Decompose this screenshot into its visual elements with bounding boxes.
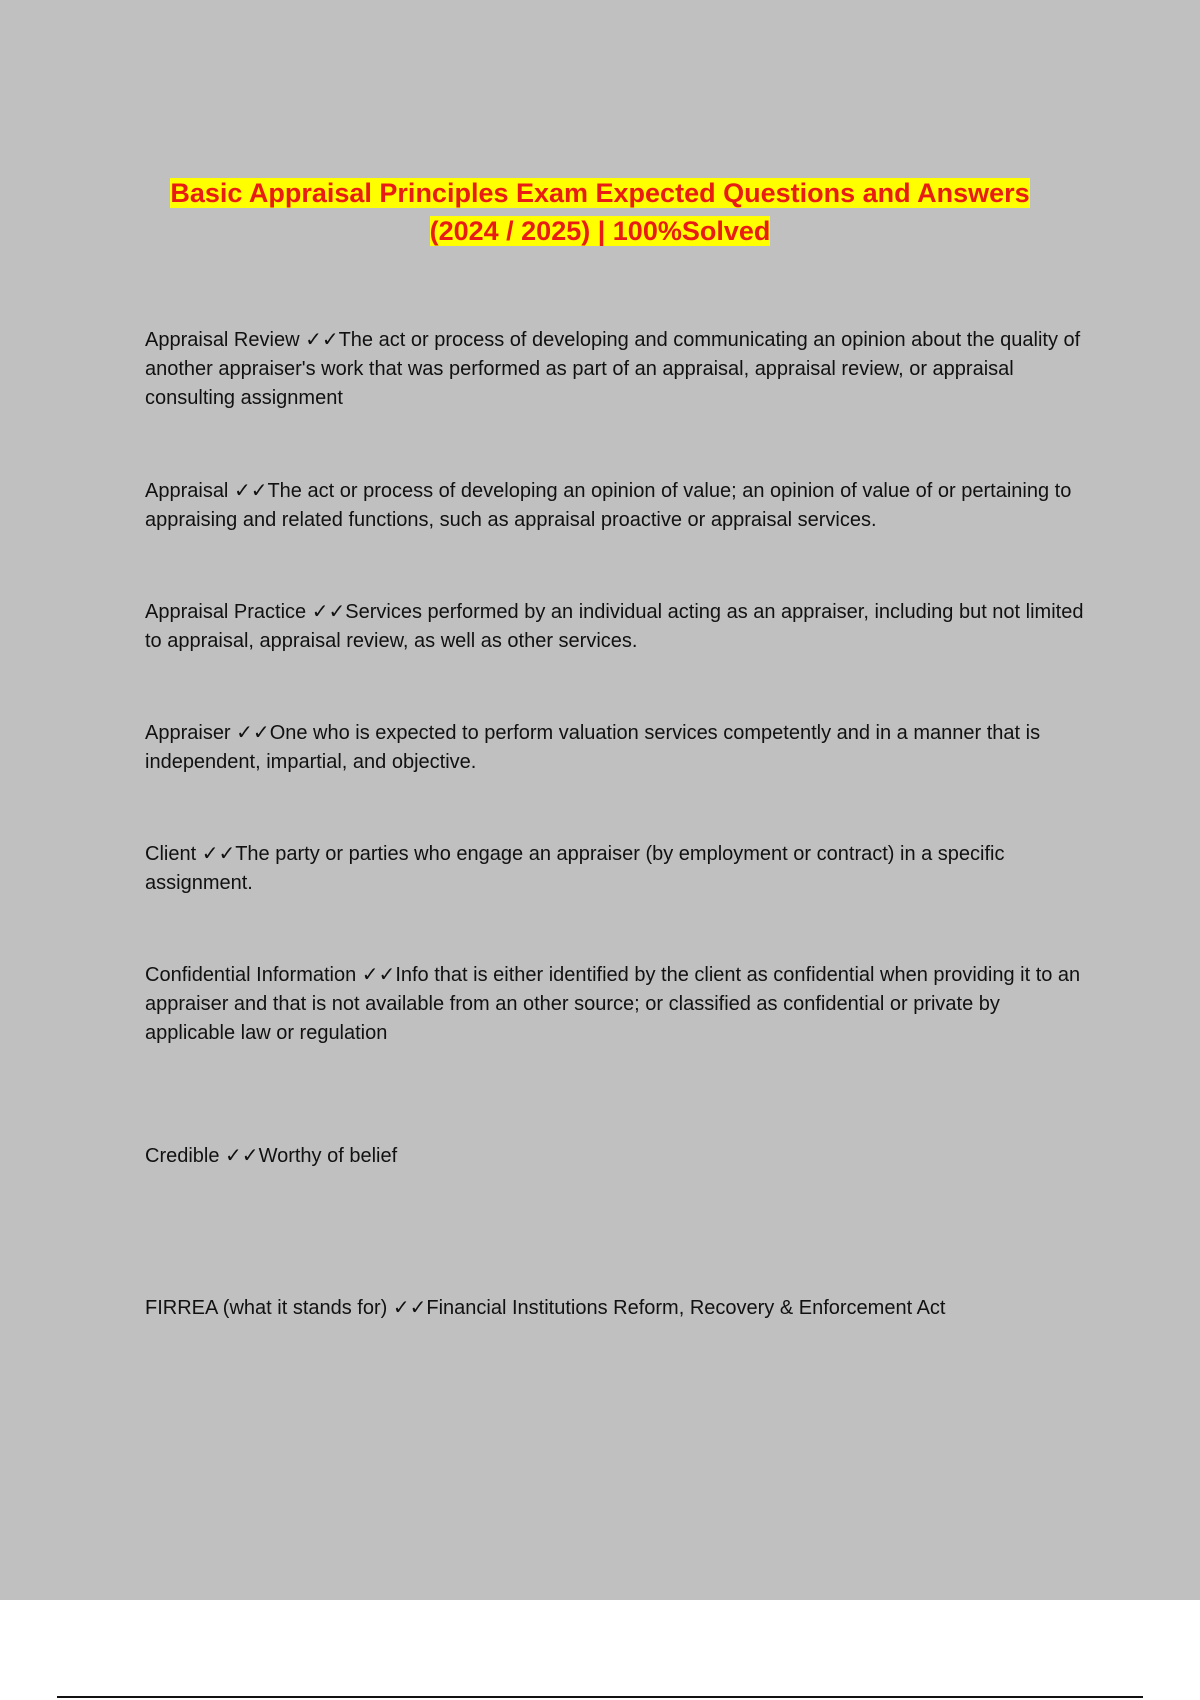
glossary-entry xyxy=(145,718,1095,777)
entry-definition: The act or process of developing an opinion of value; an opinion of value of or pertaining to appraising and related functions, such as appraisal proactive or appraisal services. xyxy=(145,480,1072,531)
entry-definition: Financial Institutions Reform, Recovery & Enforcement Act xyxy=(426,1297,946,1319)
entry-term: Confidential Information xyxy=(145,964,357,986)
title-line-2: (2024 / 2025) | 100%Solved xyxy=(429,216,771,246)
entry-definition: Services performed by an individual acting as an appraiser, including but not limited to appraisal, appraisal review, as well as other services. xyxy=(145,601,1084,652)
entry-definition: The act or process of developing and communicating an opinion about the quality of another appraiser's work that was performed as part of an appraisal, appraisal review, or appraisal consulting assignment xyxy=(145,329,1081,409)
glossary-entry xyxy=(145,325,1095,413)
entry-term: Credible xyxy=(145,1145,220,1167)
document-title xyxy=(100,174,1100,250)
glossary-entry xyxy=(145,1293,1095,1323)
entry-term: Appraisal Practice xyxy=(145,601,307,623)
entry-definition: One who is expected to perform valuation services competently and in a manner that is independent, impartial, and objective. xyxy=(145,722,1041,773)
entry-definition: Worthy of belief xyxy=(258,1145,398,1167)
glossary-entry xyxy=(145,476,1095,535)
glossary-entry xyxy=(145,1141,1095,1171)
entry-term: FIRREA (what it stands for) xyxy=(145,1297,388,1319)
title-line-1: Basic Appraisal Principles Exam Expected Questions and Answers xyxy=(170,178,1030,208)
glossary-entry xyxy=(145,839,1095,898)
entry-term: Client xyxy=(145,843,197,865)
entry-definition: The party or parties who engage an appraiser (by employment or contract) in a specific assignment. xyxy=(145,843,1005,894)
entry-term: Appraisal Review xyxy=(145,329,300,351)
entry-definition: Info that is either identified by the client as confidential when providing it to an appraiser and that is not available from an other source; or classified as confidential or private by applicable law or regulation xyxy=(145,964,1081,1044)
glossary-entry xyxy=(145,960,1095,1048)
double-check-icon: ✓✓ xyxy=(311,599,346,623)
double-check-icon: ✓✓ xyxy=(236,720,270,744)
double-check-icon: ✓✓ xyxy=(225,1143,259,1167)
double-check-icon: ✓✓ xyxy=(392,1295,427,1319)
double-check-icon: ✓✓ xyxy=(201,841,236,865)
bottom-divider xyxy=(57,1696,1143,1698)
double-check-icon: ✓✓ xyxy=(233,478,268,502)
entry-term: Appraiser xyxy=(145,722,231,744)
double-check-icon: ✓✓ xyxy=(361,962,396,986)
double-check-icon: ✓✓ xyxy=(305,327,339,351)
glossary-entry xyxy=(145,597,1095,656)
entry-term: Appraisal xyxy=(145,480,229,502)
